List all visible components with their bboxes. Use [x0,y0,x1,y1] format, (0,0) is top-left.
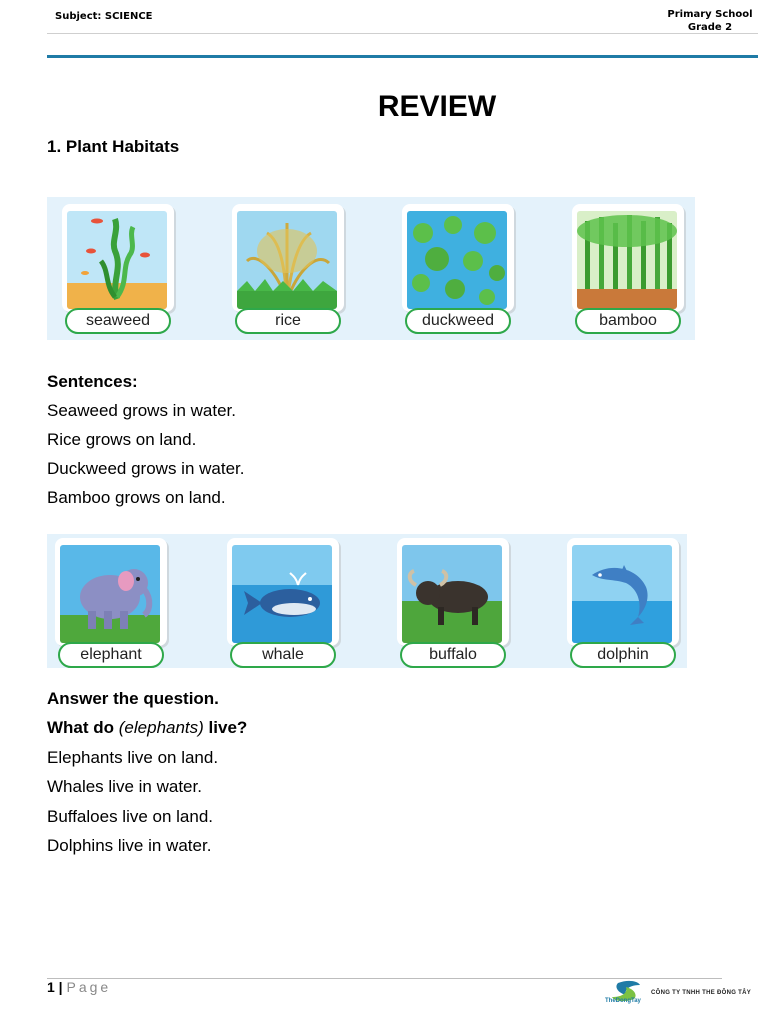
header-school: Primary School [667,9,753,20]
buffalo-image [402,545,502,643]
animals-panel [47,534,687,668]
logo-name: TheDongTay [605,998,641,1004]
seaweed-image [67,211,167,309]
answer-line: Elephants live on land. [47,748,219,767]
section-title: 1. Plant Habitats [47,137,180,156]
footer-page-number [47,979,111,995]
page-title: REVIEW [377,90,497,123]
header-divider-thin [47,33,758,34]
animal-label: buffalo [400,642,506,668]
plant-label: bamboo [575,308,681,334]
rice-image [237,211,337,309]
plant-label: duckweed [405,308,511,334]
company-name: CÔNG TY TNHH THE ĐÔNG TÂY [651,990,752,996]
question-prompt [47,718,247,738]
sentences-heading: Sentences: [47,372,138,391]
page-separator: | [54,979,67,995]
duckweed-image [407,211,507,309]
answer-line: Buffaloes live on land. [47,807,214,826]
dolphin-image [572,545,672,643]
elephant-image [60,545,160,643]
header-school-info [660,8,760,34]
bamboo-image [577,211,677,309]
animal-label: dolphin [570,642,676,668]
animal-label: elephant [58,642,164,668]
page-number: 1 [47,979,55,995]
sentence-line: Seaweed grows in water. [47,401,236,420]
sentence-line: Duckweed grows in water. [47,459,245,478]
plant-label: rice [235,308,341,334]
answer-line: Whales live in water. [47,777,202,796]
question-subject: (elephants) [118,718,204,737]
sentence-line: Bamboo grows on land. [47,488,226,507]
question-suffix: live? [203,718,248,737]
header-divider-thick [47,55,758,58]
answer-line: Dolphins live in water. [47,836,212,855]
question-prefix: What do [47,718,119,737]
page-word: Page [66,979,112,995]
header-grade: Grade 2 [687,22,733,33]
animal-label: whale [230,642,336,668]
plant-label: seaweed [65,308,171,334]
question-heading: Answer the question. [47,689,219,708]
whale-image [232,545,332,643]
sentence-line: Rice grows on land. [47,430,197,449]
plants-panel [47,197,695,340]
header-subject: Subject: SCIENCE [55,11,153,22]
company-logo-icon [604,979,648,1009]
